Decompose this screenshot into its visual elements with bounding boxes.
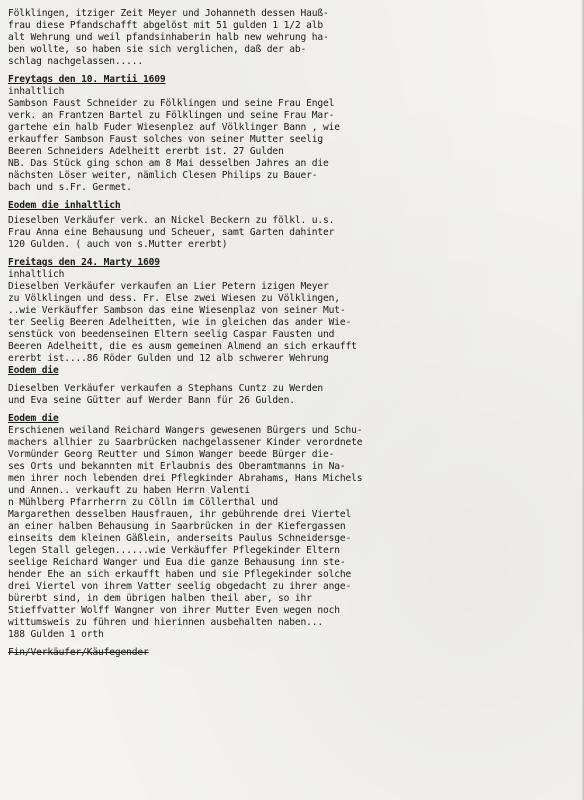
- text-line: Erschienen weiland Reichard Wangers gewesenen Bürgers und Schu-: [8, 425, 363, 436]
- text-line: inhaltlich: [8, 86, 65, 97]
- text-line: Fölklingen, itziger Zeit Meyer und Johanneth dessen Hauß-: [8, 8, 329, 19]
- entry-heading: Eodem die: [8, 413, 59, 424]
- entry-3: [8, 200, 578, 251]
- entry-5: [8, 365, 578, 407]
- text-line: bach und s.Fr. Germet.: [8, 182, 132, 193]
- entry-2: [8, 74, 578, 194]
- text-line: verk. an Frantzen Bartel zu Fölklingen und seine Frau Mar-: [8, 110, 335, 121]
- entry-date: Freitags den 24. Marty 1609: [8, 257, 160, 268]
- text-line: nächsten Löser weiter, nämlich Clesen Philips zu Bauer-: [8, 170, 318, 181]
- text-line: alt Wehrung und weil pfandsinhaberin halb new wehrung ha-: [8, 32, 329, 43]
- text-line: legen Stall gelegen......wie Verkäuffer Pflegekinder Eltern: [8, 545, 340, 556]
- text-line: NB. Das Stück ging schon am 8 Mai desselben Jahres an die: [8, 158, 329, 169]
- text-line: bürerbt sind, in dem übrigen halben theil aber, so ihr: [8, 593, 312, 604]
- text-line: Sambson Faust Schneider zu Fölklingen und seine Frau Engel: [8, 98, 335, 109]
- text-line: gartehe ein halb Fuder Wiesenplez auf Völklinger Bann , wie: [8, 122, 340, 133]
- text-line: seelige Reichard Wanger und Eua die ganze Behausung inn ste-: [8, 557, 346, 568]
- text-line: schlag nachgelassen.....: [8, 56, 144, 67]
- text-line: erkauffer Sambson Faust solches von seiner Mutter seelig: [8, 134, 324, 145]
- text-line: senstück von beedenseinen Eltern seelig Caspar Fausten und: [8, 329, 335, 340]
- text-line: Dieselben Verkäufer verk. an Nickel Beckern zu fölkl. u.s.: [8, 215, 335, 226]
- text-line: und Annen.. verkauft zu haben Herrn Valenti: [8, 485, 250, 496]
- text-line: Vormünder Georg Reutter und Simon Wanger beede Bürger die-: [8, 449, 335, 460]
- text-line: ben wollte, so haben sie sich verglichen, daß der ab-: [8, 44, 307, 55]
- text-line: machers allhier zu Saarbrücken nachgelassener Kinder verordnete: [8, 437, 363, 448]
- text-line: men ihrer noch lebenden drei Pflegkinder Abrahams, Hans Michels: [8, 473, 363, 484]
- text-line: ererbt ist....86 Röder Gulden und 12 alb schwerer Wehrung: [8, 353, 329, 364]
- text-line: ..wie Verkäuffer Sambson das eine Wiesenplaz von seiner Mut-: [8, 305, 346, 316]
- text-line: 188 Gulden 1 orth: [8, 629, 104, 640]
- text-line: n Mühlberg Pfarrherrn zu Cölln im Cöllerthal und: [8, 497, 279, 508]
- entry-date: Freytags den 10. Martii 1609: [8, 74, 166, 85]
- text-line: und Eva seine Gütter auf Werder Bann für 26 Gulden.: [8, 395, 295, 406]
- entry-6: [8, 413, 578, 641]
- entry-heading: Eodem die inhaltlich: [8, 200, 121, 211]
- text-line: Beeren Adelheitt, die es ausm gemeinen Almend an sich erkaufft: [8, 341, 357, 352]
- text-line: ses Orts und bekannten mit Erlaubnis des Oberamtmanns in Na-: [8, 461, 346, 472]
- text-line: wittumsweis zu führen und hierinnen ausbehalten naben...: [8, 617, 324, 628]
- text-line: inhaltlich: [8, 269, 65, 280]
- text-line: Dieselben Verkäufer verkaufen an Lier Petern izigen Meyer: [8, 281, 329, 292]
- text-line: 120 Gulden. ( auch von s.Mutter ererbt): [8, 239, 228, 250]
- text-line: Frau Anna eine Behausung und Scheuer, samt Garten dahinter: [8, 227, 335, 238]
- entry-1: [8, 8, 578, 68]
- text-line: frau diese Pfandschafft abgelöst mit 51 gulden 1 1/2 alb: [8, 20, 324, 31]
- footer-line: Fin/Verkäufer/Käufegender: [8, 647, 149, 658]
- entry-heading: Eodem die: [8, 365, 59, 376]
- text-line: Margarethen desselben Hausfrauen, ihr gebührende drei Viertel: [8, 509, 352, 520]
- entry-4: [8, 257, 578, 365]
- text-line: Dieselben Verkäufer verkaufen a Stephans Cuntz zu Werden: [8, 383, 324, 394]
- text-line: drei Viertel von ihrem Vatter seelig obgedacht zu ihrer ange-: [8, 581, 352, 592]
- text-line: Beeren Schneiders Adelheitt ererbt ist. 27 Gulden: [8, 146, 284, 157]
- text-line: zu Völklingen und dess. Fr. Else zwei Wiesen zu Völklingen,: [8, 293, 340, 304]
- text-line: einseits dem kleinen Gäßlein, anderseits Paulus Schneidersge-: [8, 533, 352, 544]
- text-line: ter Seelig Beeren Adelheitten, wie in gleichen das ander Wie-: [8, 317, 352, 328]
- text-line: Stieffvatter Wolff Wangner von ihrer Mutter Even wegen noch: [8, 605, 340, 616]
- text-line: an einer halben Behausung in Saarbrücken in der Kiefergassen: [8, 521, 346, 532]
- text-line: hender Ehe an sich erkaufft haben und sie Pflegekinder solche: [8, 569, 352, 580]
